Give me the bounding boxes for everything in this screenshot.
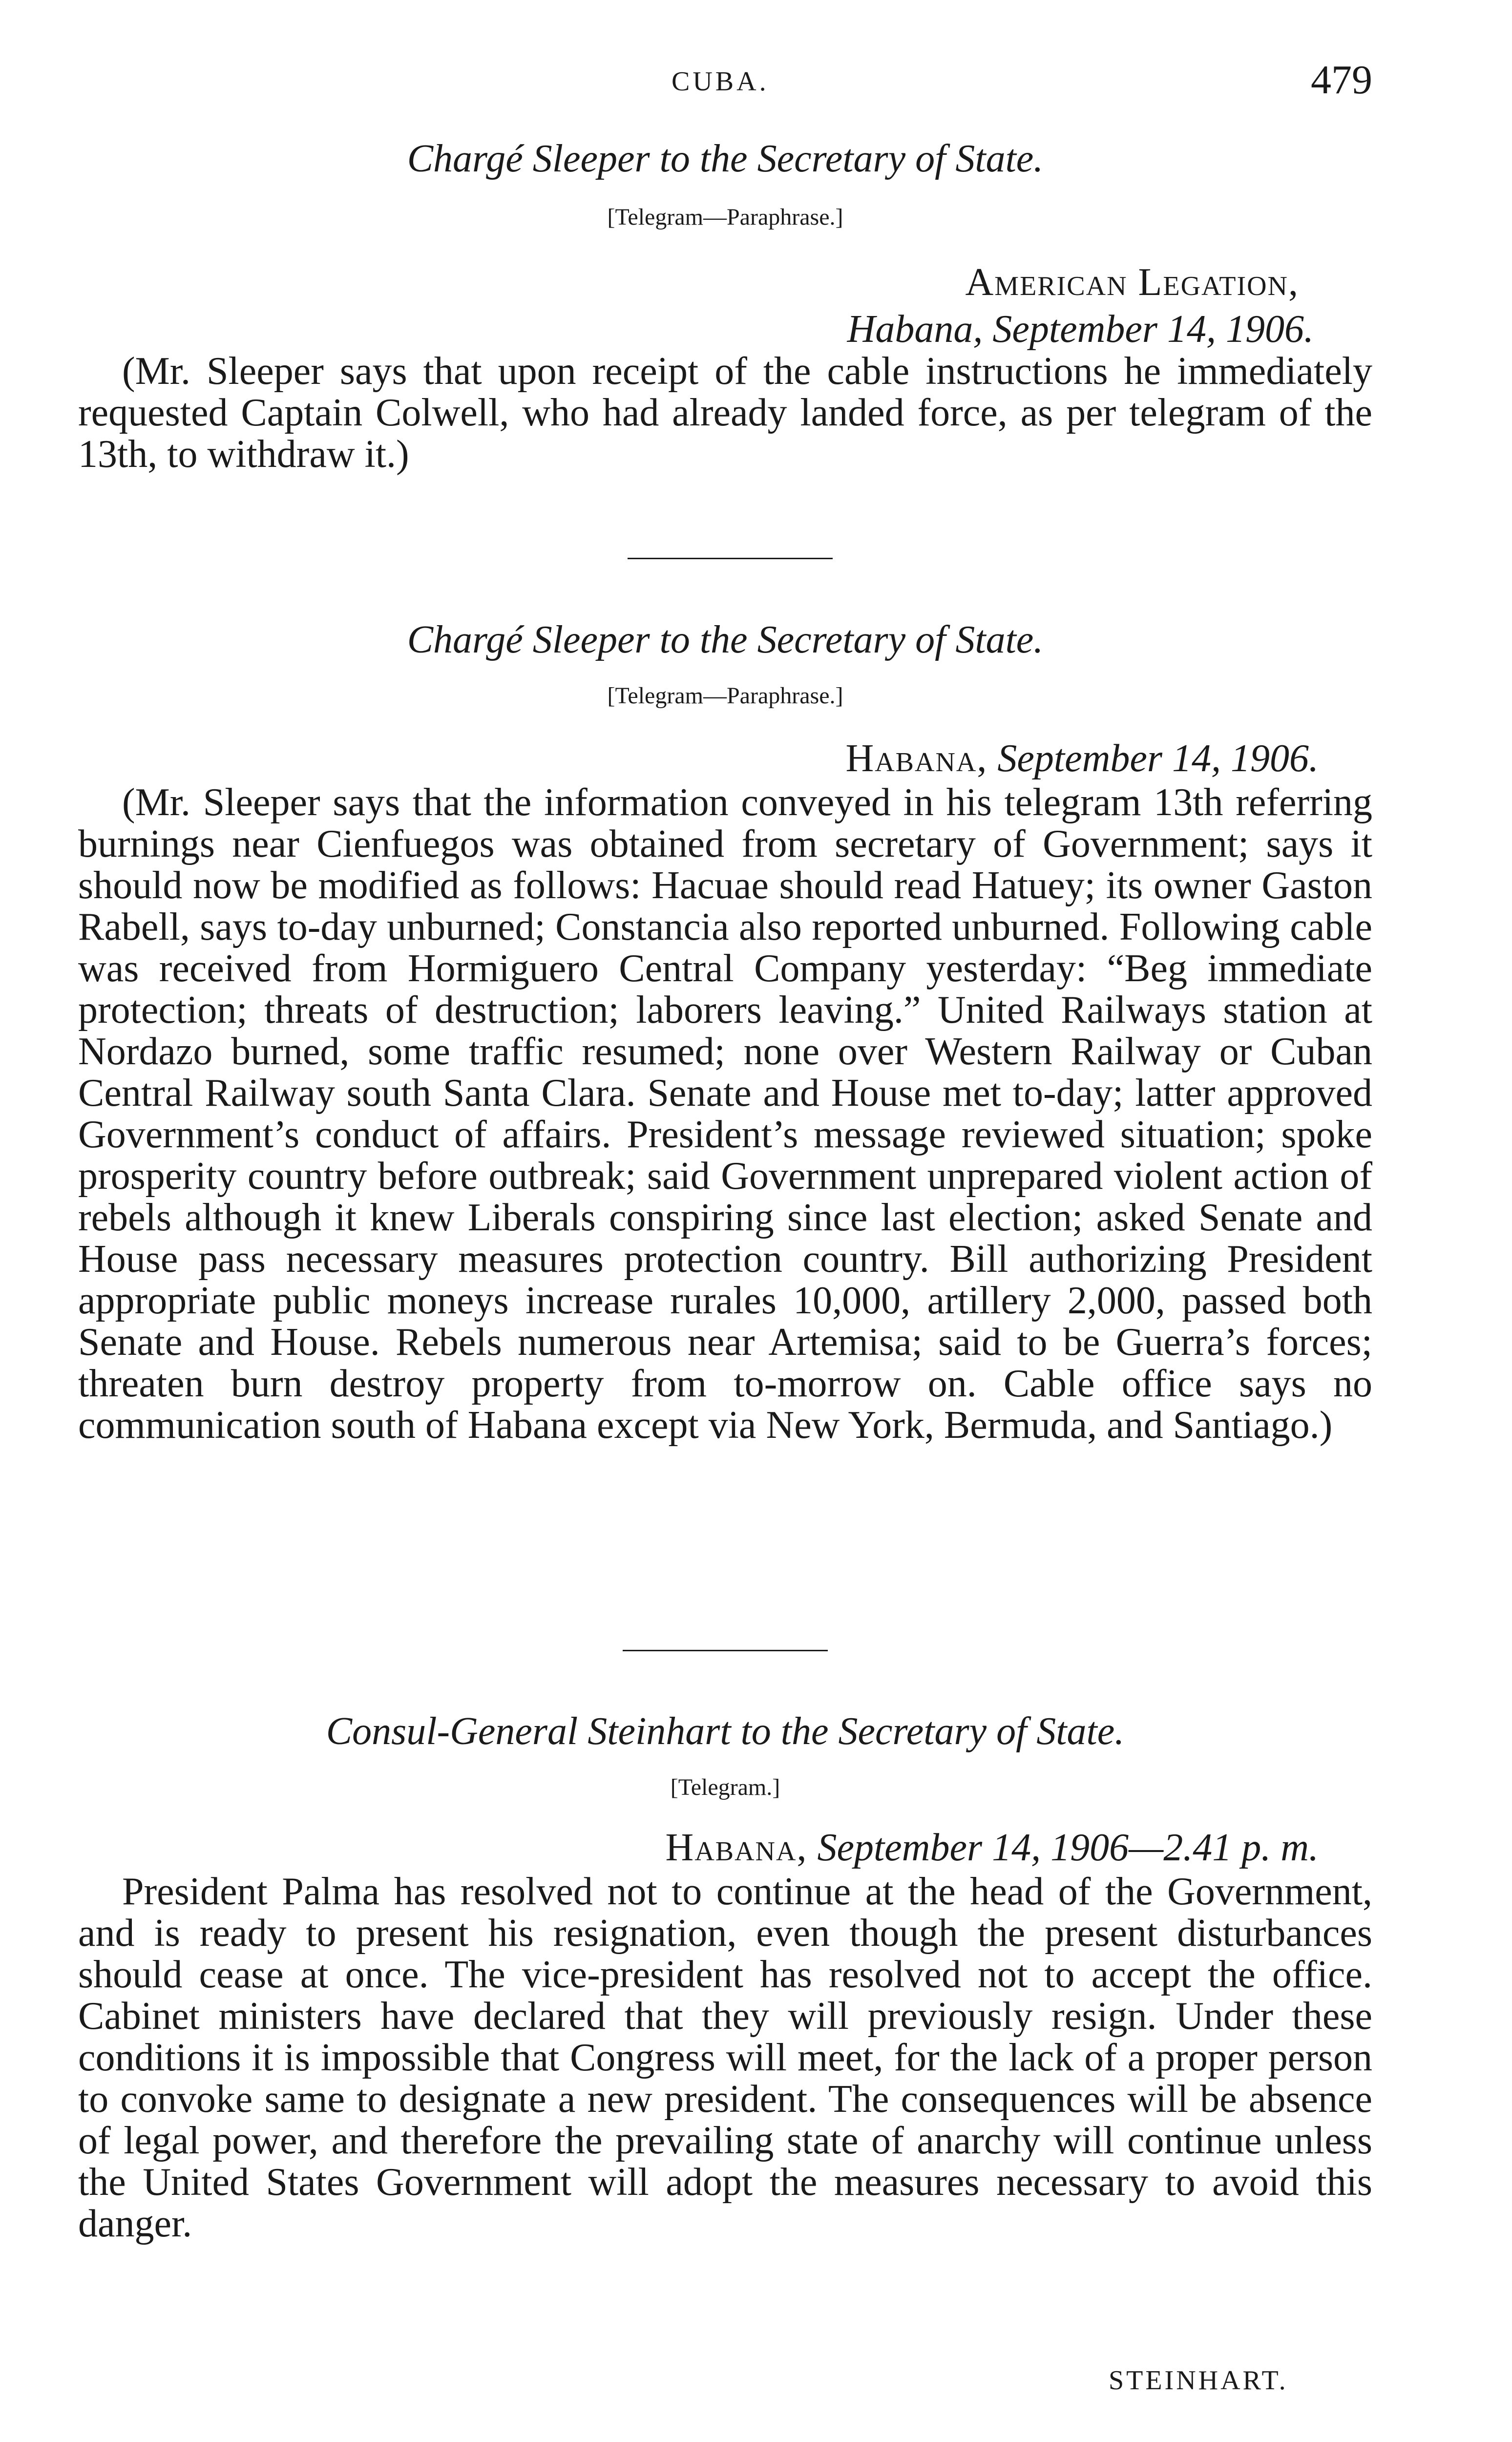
telegram-1-legation: American Legation, xyxy=(965,261,1299,304)
telegram-3-tag: [Telegram.] xyxy=(670,1774,780,1800)
section-divider-2 xyxy=(623,1650,828,1651)
page-number: 479 xyxy=(1311,57,1372,103)
signature: STEINHART. xyxy=(1109,2365,1288,2396)
telegram-3-heading: Consul-General Steinhart to the Secretary of State. xyxy=(326,1710,1125,1753)
telegram-1-heading: Chargé Sleeper to the Secretary of State. xyxy=(407,137,1044,180)
telegram-3-body: President Palma has resolved not to continue at the head of the Government, and is ready to present his resignation, even though the present disturbances should cease at once. The vice-president has resolved not to accept the office. Cabinet ministers have declared that they will previously resign. Under these conditions it is impossible that Congress will meet, for the lack of a proper person to convoke same to designate a new president. The consequences will be absence of legal power, and therefore the prevailing state of anarchy will continue unless the United States Government will adopt the measures necessary to avoid this danger. xyxy=(78,1870,1372,2245)
telegram-2-dateline: Habana, September 14, 1906. xyxy=(845,737,1319,780)
running-head xyxy=(78,56,1372,105)
telegram-2-tag: [Telegram—Paraphrase.] xyxy=(607,683,843,709)
telegram-2-body: (Mr. Sleeper says that the information conveyed in his telegram 13th referring burnings near Cienfuegos was obtained from secretary of Government; says it should now be modified as follows: Hacuae should read Hatuey; its owner Gaston Rabell, says to-day unburned; Constancia also reported unburned. Following cable was received from Hormiguero Central Company yesterday: “Beg immediate protection; threats of destruction; laborers leaving.” United Railways station at Nordazo burned, some traffic resumed; none over Western Railway or Cuban Central Railway south Santa Clara. Senate and House met to-day; latter approved Government’s conduct of affairs. President’s message reviewed situation; spoke prosperity country before outbreak; said Government unprepared violent action of rebels although it knew Liberals conspiring since last election; asked Senate and House pass necessary measures protection country. Bill authorizing President appropriate public moneys increase rurales 10,000, artillery 2,000, passed both Senate and House. Rebels numerous near Artemisa; said to be Guerra’s forces; threaten burn destroy property from to-morrow on. Cable office says no communication south of Habana except via New York, Bermuda, and Santiago.) xyxy=(78,781,1372,1447)
section-divider-1 xyxy=(628,558,833,559)
telegram-3-dateline: Habana, September 14, 1906—2.41 p. m. xyxy=(665,1826,1319,1869)
telegram-2-heading: Chargé Sleeper to the Secretary of State. xyxy=(407,618,1044,661)
telegram-1 xyxy=(78,134,1372,475)
telegram-1-date: Habana, September 14, 1906. xyxy=(847,308,1314,351)
telegram-1-body: (Mr. Sleeper says that upon receipt of the cable instructions he immediately requested Captain Colwell, who had already landed force, as per telegram of the 13th, to withdraw it.) xyxy=(78,350,1372,476)
telegram-3 xyxy=(78,1707,1372,2245)
telegram-1-tag: [Telegram—Paraphrase.] xyxy=(607,204,843,230)
section-name: CUBA. xyxy=(672,66,769,97)
telegram-2 xyxy=(78,615,1372,1446)
